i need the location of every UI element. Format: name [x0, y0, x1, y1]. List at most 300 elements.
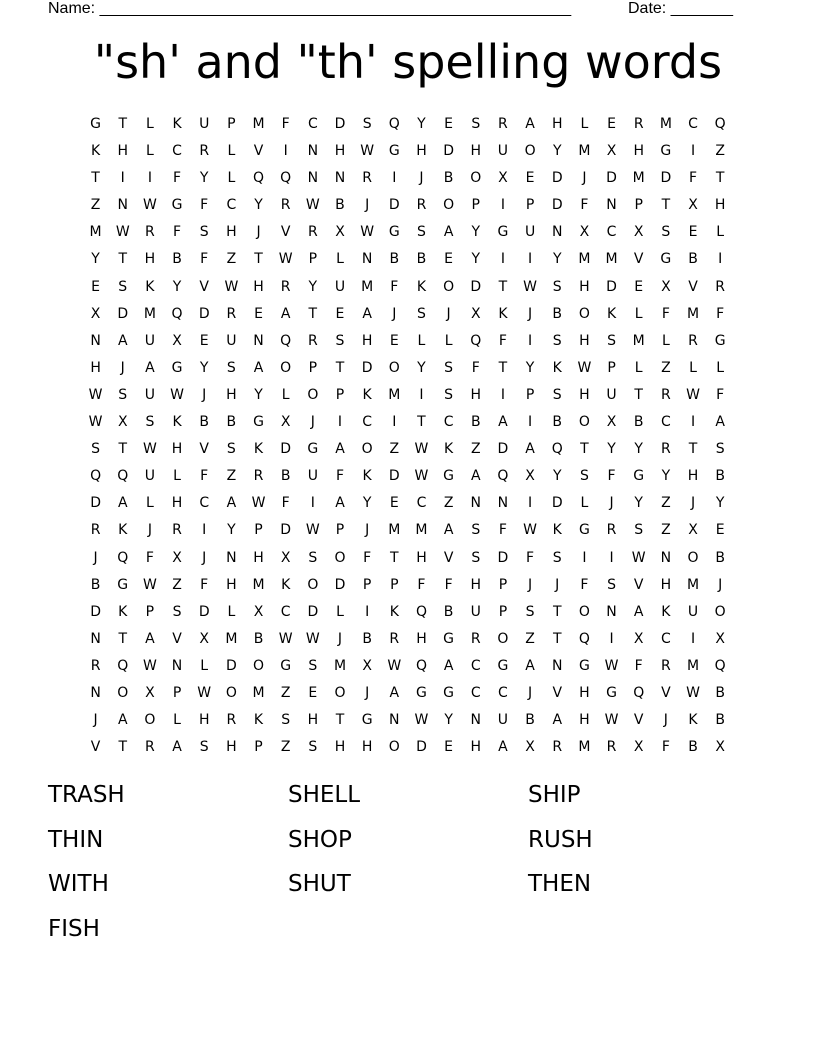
grid-letter: K — [552, 522, 562, 539]
grid-letter: G — [633, 468, 645, 485]
grid-letter: P — [227, 116, 236, 132]
grid-letter: P — [390, 576, 399, 593]
grid-letter: N — [606, 197, 617, 214]
grid-letter: S — [118, 386, 128, 403]
grid-letter: F — [661, 739, 670, 756]
grid-row — [82, 626, 734, 653]
grid-letter: W — [604, 712, 619, 729]
grid-letter: Z — [172, 576, 182, 593]
grid-letter: H — [226, 739, 237, 756]
grid-letter: L — [417, 332, 426, 349]
grid-letter: N — [470, 712, 481, 729]
grid-letter: C — [606, 224, 617, 241]
grid-letter: I — [337, 414, 343, 431]
word-bank — [48, 778, 768, 956]
grid-letter: P — [607, 359, 616, 376]
grid-letter: H — [117, 143, 128, 160]
grid-letter: B — [199, 414, 209, 431]
grid-letter: Z — [661, 359, 671, 376]
grid-letter: D — [497, 441, 509, 458]
grid-letter: Z — [715, 143, 725, 160]
grid-letter: N — [660, 549, 672, 566]
grid-letter: A — [117, 332, 128, 349]
grid-letter: A — [117, 712, 128, 729]
grid-letter: F — [281, 116, 290, 132]
letter-grid — [82, 111, 734, 761]
grid-letter: M — [388, 522, 401, 539]
grid-letter: O — [687, 549, 699, 566]
grid-letter: Y — [552, 143, 562, 160]
grid-letter: A — [226, 495, 237, 512]
grid-letter: X — [498, 170, 508, 187]
grid-row — [82, 328, 734, 355]
grid-letter: R — [199, 143, 210, 160]
grid-letter: M — [632, 170, 645, 187]
grid-letter: Z — [280, 739, 291, 756]
grid-letter: L — [227, 170, 236, 187]
grid-letter: T — [498, 278, 508, 295]
grid-letter: M — [578, 739, 591, 756]
grid-letter: P — [254, 739, 263, 756]
grid-row — [82, 355, 734, 382]
grid-letter: N — [171, 657, 183, 674]
grid-letter: J — [392, 305, 397, 322]
grid-letter: L — [444, 332, 453, 349]
grid-letter: I — [120, 170, 125, 187]
grid-letter: W — [387, 657, 402, 674]
grid-letter: G — [361, 712, 373, 729]
grid-letter: Z — [661, 522, 671, 539]
grid-letter: P — [498, 603, 508, 620]
grid-letter: O — [578, 603, 590, 620]
grid-letter: O — [334, 549, 346, 566]
grid-letter: F — [200, 197, 209, 214]
grid-letter: T — [91, 170, 100, 187]
grid-letter: K — [416, 278, 427, 295]
grid-letter: L — [281, 386, 290, 403]
grid-letter: O — [307, 386, 319, 403]
grid-letter: I — [365, 603, 370, 620]
grid-letter: S — [525, 603, 535, 620]
grid-letter: S — [417, 305, 426, 322]
grid-letter: H — [416, 630, 427, 647]
grid-letter: Q — [117, 468, 129, 485]
grid-letter: C — [688, 116, 698, 132]
grid-letter: G — [443, 630, 455, 647]
grid-letter: O — [443, 197, 455, 214]
grid-letter: R — [307, 224, 318, 241]
grid-letter: F — [634, 657, 643, 674]
grid-letter: T — [118, 630, 128, 647]
grid-letter: U — [470, 603, 481, 620]
grid-row — [82, 572, 734, 599]
grid-letter: I — [609, 549, 614, 566]
grid-letter: C — [307, 116, 318, 132]
grid-letter: L — [716, 224, 725, 241]
grid-letter: M — [578, 143, 591, 160]
grid-letter: C — [280, 603, 291, 620]
grid-letter: L — [227, 143, 236, 160]
grid-letter: M — [225, 630, 238, 647]
grid-row — [82, 490, 734, 517]
grid-letter: A — [362, 305, 372, 322]
grid-letter: K — [118, 522, 128, 539]
grid-letter: D — [361, 359, 373, 376]
grid-letter: O — [388, 359, 400, 376]
word-bank-item: TRASH — [48, 782, 125, 808]
grid-letter: I — [310, 495, 315, 512]
grid-letter: B — [470, 414, 481, 431]
grid-letter: I — [690, 630, 696, 647]
grid-letter: H — [361, 739, 373, 756]
grid-letter: W — [305, 630, 320, 647]
grid-letter: D — [551, 197, 563, 214]
grid-letter: J — [528, 684, 533, 701]
grid-letter: T — [715, 170, 725, 187]
grid-row — [82, 409, 734, 436]
grid-letter: S — [91, 441, 101, 458]
grid-letter: B — [552, 305, 563, 322]
grid-letter: W — [88, 386, 103, 403]
grid-letter: Y — [607, 441, 616, 458]
grid-letter: V — [688, 278, 698, 295]
grid-letter: I — [528, 251, 533, 268]
grid-letter: X — [470, 305, 481, 322]
grid-letter: A — [498, 414, 508, 431]
grid-letter: B — [715, 684, 725, 701]
grid-letter: H — [660, 576, 672, 593]
grid-letter: J — [528, 576, 533, 593]
grid-row — [82, 545, 734, 572]
grid-letter: P — [308, 359, 318, 376]
grid-letter: B — [552, 414, 563, 431]
grid-letter: V — [633, 251, 644, 268]
grid-letter: R — [470, 630, 481, 647]
grid-letter: S — [552, 549, 562, 566]
grid-letter: C — [172, 143, 182, 160]
grid-letter: F — [200, 251, 209, 268]
grid-letter: O — [253, 657, 265, 674]
grid-letter: R — [715, 278, 726, 295]
grid-letter: J — [555, 576, 560, 593]
grid-letter: N — [307, 143, 319, 160]
grid-letter: H — [470, 386, 482, 403]
grid-letter: R — [416, 197, 427, 214]
grid-letter: D — [334, 116, 346, 132]
grid-letter: R — [606, 739, 617, 756]
grid-letter: Q — [280, 332, 292, 349]
grid-letter: F — [471, 359, 480, 376]
grid-letter: X — [525, 468, 535, 485]
grid-letter: Y — [227, 522, 236, 539]
grid-letter: V — [199, 441, 209, 458]
grid-letter: M — [361, 278, 374, 295]
grid-letter: S — [199, 224, 209, 241]
grid-letter: S — [444, 359, 454, 376]
grid-letter: V — [90, 739, 101, 756]
grid-letter: I — [718, 251, 723, 268]
grid-letter: D — [606, 278, 617, 295]
grid-letter: N — [551, 657, 563, 674]
grid-letter: J — [582, 170, 587, 187]
grid-letter: H — [633, 143, 644, 160]
grid-letter: P — [308, 251, 318, 268]
grid-letter: R — [90, 522, 101, 539]
grid-letter: T — [580, 441, 589, 458]
grid-letter: Z — [90, 197, 101, 214]
grid-letter: G — [660, 143, 672, 160]
grid-letter: T — [118, 251, 128, 268]
grid-letter: P — [335, 522, 345, 539]
grid-letter: S — [281, 712, 291, 729]
grid-letter: X — [633, 739, 644, 756]
grid-letter: A — [253, 359, 264, 376]
grid-letter: V — [443, 549, 454, 566]
grid-letter: B — [715, 549, 725, 566]
grid-letter: T — [118, 116, 128, 132]
grid-letter: T — [308, 305, 318, 322]
grid-letter: F — [716, 386, 725, 403]
grid-letter: K — [172, 414, 182, 431]
grid-letter: F — [363, 549, 372, 566]
grid-letter: D — [660, 170, 672, 187]
grid-letter: O — [144, 712, 156, 729]
grid-letter: E — [254, 305, 263, 322]
grid-letter: T — [661, 197, 671, 214]
grid-letter: H — [253, 549, 264, 566]
grid-letter: Q — [551, 441, 563, 458]
grid-letter: K — [552, 359, 562, 376]
grid-letter: D — [551, 495, 563, 512]
grid-letter: F — [661, 305, 670, 322]
grid-letter: G — [307, 441, 319, 458]
grid-letter: Y — [471, 224, 481, 241]
grid-letter: X — [688, 197, 698, 214]
grid-row — [82, 165, 734, 192]
grid-letter: I — [528, 414, 533, 431]
grid-letter: W — [278, 630, 293, 647]
grid-letter: R — [606, 522, 617, 539]
grid-letter: Z — [280, 684, 291, 701]
word-bank-item: SHELL — [288, 782, 361, 808]
grid-letter: N — [606, 603, 617, 620]
grid-row — [82, 707, 734, 734]
grid-row — [82, 301, 734, 328]
grid-letter: S — [471, 522, 481, 539]
grid-letter: V — [552, 684, 563, 701]
grid-letter: N — [389, 712, 400, 729]
grid-letter: J — [609, 495, 614, 512]
grid-letter: I — [690, 143, 696, 160]
grid-letter: Y — [715, 495, 725, 512]
grid-letter: B — [90, 576, 101, 593]
grid-letter: H — [171, 495, 183, 512]
grid-letter: A — [389, 684, 400, 701]
grid-letter: X — [253, 603, 264, 620]
grid-letter: P — [172, 684, 182, 701]
grid-letter: F — [607, 468, 616, 485]
grid-letter: M — [252, 116, 265, 132]
grid-letter: M — [252, 684, 265, 701]
grid-letter: B — [389, 251, 400, 268]
grid-letter: E — [444, 116, 454, 132]
header — [48, 0, 768, 20]
grid-letter: W — [414, 468, 429, 485]
grid-letter: Q — [497, 468, 509, 485]
grid-letter: P — [335, 386, 345, 403]
grid-letter: G — [497, 224, 509, 241]
grid-letter: J — [365, 522, 370, 539]
grid-letter: S — [335, 332, 345, 349]
grid-letter: T — [254, 251, 263, 268]
grid-letter: S — [471, 549, 481, 566]
grid-letter: J — [365, 197, 370, 214]
grid-letter: Q — [714, 116, 726, 132]
grid-letter: M — [605, 251, 618, 268]
grid-letter: Z — [389, 441, 400, 458]
grid-letter: A — [552, 712, 563, 729]
grid-letter: N — [551, 224, 563, 241]
grid-letter: L — [227, 603, 236, 620]
grid-letter: X — [172, 332, 182, 349]
grid-letter: L — [716, 359, 725, 376]
grid-letter: G — [660, 251, 672, 268]
grid-letter: X — [606, 143, 617, 160]
grid-letter: C — [226, 197, 237, 214]
grid-letter: H — [144, 251, 156, 268]
grid-letter: B — [443, 603, 454, 620]
grid-letter: S — [607, 332, 616, 349]
grid-letter: L — [200, 657, 209, 674]
grid-letter: W — [686, 386, 700, 403]
grid-letter: D — [225, 657, 237, 674]
grid-letter: F — [580, 576, 589, 593]
grid-letter: L — [634, 305, 643, 322]
grid-letter: O — [117, 684, 129, 701]
grid-letter: A — [443, 657, 454, 674]
grid-letter: P — [254, 522, 263, 539]
grid-letter: C — [362, 414, 373, 431]
grid-letter: G — [253, 414, 264, 431]
grid-letter: G — [578, 522, 590, 539]
grid-letter: R — [498, 116, 508, 132]
grid-letter: T — [335, 712, 345, 729]
grid-row — [82, 246, 734, 273]
grid-letter: F — [498, 522, 507, 539]
grid-letter: F — [281, 495, 290, 512]
grid-letter: J — [120, 359, 125, 376]
grid-letter: X — [280, 414, 291, 431]
page-title: "sh' and "th' spelling words — [93, 35, 723, 89]
grid-letter: K — [362, 468, 372, 485]
grid-letter: I — [419, 386, 424, 403]
grid-letter: T — [552, 630, 562, 647]
grid-letter: Q — [117, 549, 129, 566]
grid-letter: A — [145, 359, 155, 376]
grid-letter: W — [170, 386, 184, 403]
grid-letter: L — [336, 251, 344, 268]
grid-letter: M — [388, 386, 401, 403]
grid-letter: V — [661, 684, 671, 701]
grid-letter: N — [90, 684, 101, 701]
grid-letter: X — [579, 224, 590, 241]
grid-letter: I — [528, 332, 533, 349]
grid-letter: F — [716, 305, 725, 322]
grid-letter: G — [117, 576, 129, 593]
grid-letter: T — [118, 739, 128, 756]
grid-letter: Q — [578, 630, 590, 647]
grid-letter: Z — [226, 251, 237, 268]
grid-letter: E — [335, 305, 345, 322]
grid-letter: W — [142, 441, 157, 458]
grid-letter: M — [686, 657, 700, 674]
grid-letter: E — [389, 332, 399, 349]
grid-letter: I — [147, 170, 152, 187]
grid-letter: F — [173, 170, 182, 187]
grid-letter: E — [715, 522, 725, 539]
grid-letter: A — [633, 603, 644, 620]
grid-letter: K — [444, 441, 454, 458]
grid-letter: R — [660, 441, 671, 458]
grid-letter: H — [470, 143, 482, 160]
grid-letter: O — [470, 170, 482, 187]
grid-letter: Q — [90, 468, 102, 485]
grid-letter: Z — [525, 630, 535, 647]
grid-letter: D — [551, 170, 563, 187]
grid-letter: P — [362, 576, 372, 593]
grid-letter: K — [688, 712, 698, 729]
grid-letter: B — [688, 251, 698, 268]
grid-letter: H — [687, 468, 699, 485]
date-field-label: Date: _______ — [628, 0, 733, 17]
grid-letter: O — [361, 441, 373, 458]
grid-letter: R — [90, 657, 101, 674]
grid-letter: F — [173, 224, 182, 241]
grid-letter: S — [471, 116, 481, 132]
grid-letter: A — [498, 739, 508, 756]
grid-letter: H — [416, 143, 427, 160]
grid-letter: O — [578, 414, 590, 431]
grid-letter: X — [199, 630, 209, 647]
grid-letter: G — [280, 657, 292, 674]
grid-letter: T — [498, 359, 508, 376]
grid-letter: X — [633, 224, 644, 241]
grid-row — [82, 680, 734, 707]
grid-letter: H — [226, 576, 237, 593]
grid-letter: W — [305, 197, 320, 214]
grid-letter: Q — [280, 170, 292, 187]
grid-letter: J — [256, 224, 261, 241]
grid-letter: Y — [199, 359, 209, 376]
grid-letter: A — [145, 630, 155, 647]
grid-letter: N — [226, 549, 237, 566]
grid-letter: E — [199, 332, 209, 349]
grid-letter: Y — [417, 116, 426, 132]
grid-letter: W — [523, 522, 537, 539]
grid-letter: A — [525, 441, 535, 458]
grid-letter: M — [89, 224, 102, 241]
word-bank-item: SHIP — [528, 782, 581, 808]
grid-letter: K — [118, 603, 128, 620]
grid-letter: J — [663, 712, 668, 729]
grid-letter: R — [660, 386, 671, 403]
grid-letter: L — [580, 116, 589, 132]
grid-letter: R — [688, 332, 698, 349]
grid-letter: W — [631, 549, 646, 566]
grid-letter: P — [471, 197, 480, 214]
grid-letter: F — [200, 468, 209, 485]
grid-letter: H — [416, 549, 427, 566]
